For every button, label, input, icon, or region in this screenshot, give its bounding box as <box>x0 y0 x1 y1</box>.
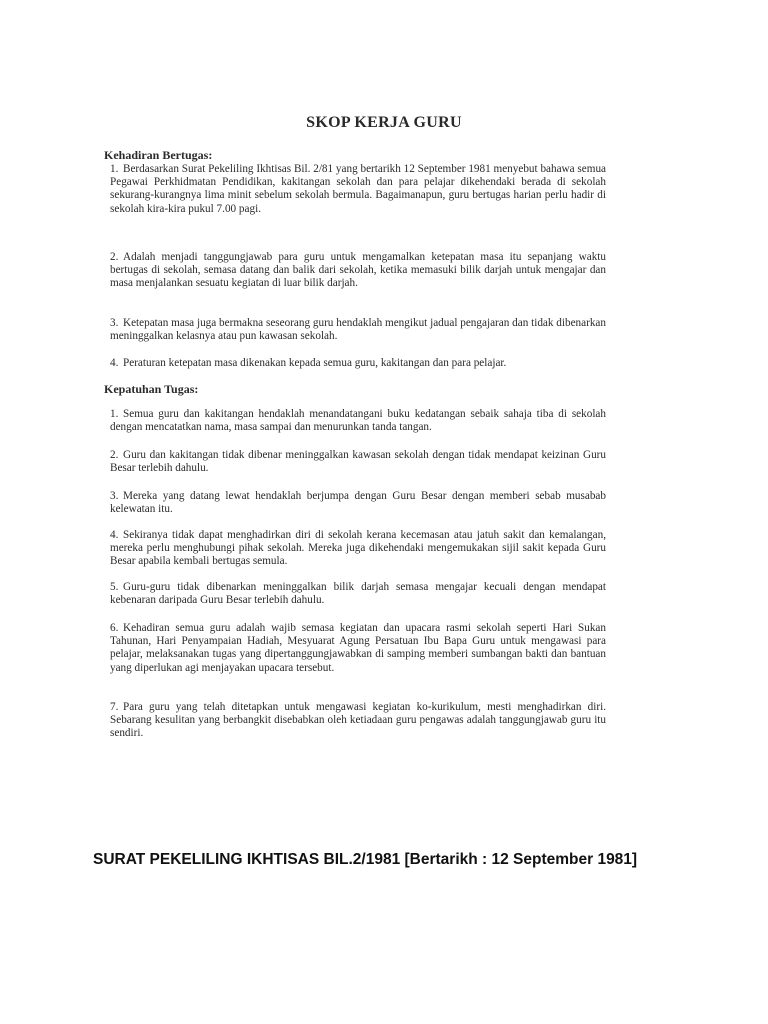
item-number: 3. <box>110 317 119 329</box>
item-text: Adalah menjadi tanggungjawab para guru untuk mengamalkan ketepatan masa itu sepanjang waktu bertugas di sekolah, semasa datang dan balik dari sekolah, ketika memasuki bilik darjah untuk mengajar dan masa menjalankan sesuatu kegiatan di luar bilik darjah. <box>110 251 606 290</box>
item-number: 3. <box>110 490 119 502</box>
caption: SURAT PEKELILING IKHTISAS BIL.2/1981 [Bertarikh : 12 September 1981] <box>93 851 638 868</box>
item-number: 7. <box>110 701 119 713</box>
item-number: 2. <box>110 251 119 263</box>
list-item <box>110 701 606 741</box>
list-item <box>110 622 606 675</box>
list-item <box>110 408 606 434</box>
item-number: 1. <box>110 408 119 420</box>
item-number: 4. <box>110 529 119 541</box>
item-text: Guru-guru tidak dibenarkan meninggalkan bilik darjah semasa mengajar kecuali dengan mendapat kebenaran daripada Guru Besar terlebih dahulu. <box>110 581 606 607</box>
document-title: SKOP KERJA GURU <box>306 114 462 131</box>
item-number: 5. <box>110 581 119 593</box>
section-heading-kepatuhan: Kepatuhan Tugas: <box>104 382 199 396</box>
item-number: 2. <box>110 449 119 461</box>
list-item <box>110 449 606 475</box>
list-item <box>110 357 606 370</box>
item-text: Ketepatan masa juga bermakna seseorang guru hendaklah mengikut jadual pengajaran dan tidak dibenarkan meninggalkan kelasnya atau pun kawasan sekolah. <box>110 317 606 343</box>
list-item <box>110 163 606 216</box>
item-number: 1. <box>110 163 119 175</box>
item-text: Peraturan ketepatan masa dikenakan kepada semua guru, kakitangan dan para pelajar. <box>123 357 507 369</box>
item-number: 4. <box>110 357 119 369</box>
list-item <box>110 251 606 291</box>
item-text: Mereka yang datang lewat hendaklah berjumpa dengan Guru Besar dengan memberi sebab musabab kelewatan itu. <box>110 490 606 516</box>
list-item <box>110 581 606 607</box>
item-text: Berdasarkan Surat Pekeliling Ikhtisas Bil. 2/81 yang bertarikh 12 September 1981 menyebut bahawa semua Pegawai Perkhidmatan Pendidikan, kakitangan sekolah dan para pelajar dikehendaki berada di sekolah sekurang-kurangnya lima minit sebelum sekolah bermula. Bagaimanapun, guru bertugas harian perlu hadir di sekolah kira-kira pukul 7.00 pagi. <box>110 163 606 215</box>
list-item <box>110 529 606 569</box>
item-text: Para guru yang telah ditetapkan untuk mengawasi kegiatan ko-kurikulum, mesti menghadirkan diri. Sebarang kesulitan yang berbangkit disebabkan oleh ketiadaan guru pengawas adalah tanggungjawab guru itu sendiri. <box>110 701 606 740</box>
list-item <box>110 317 606 343</box>
item-text: Kehadiran semua guru adalah wajib semasa kegiatan dan upacara rasmi sekolah seperti Hari Sukan Tahunan, Hari Penyampaian Hadiah, Mesyuarat Agung Persatuan Ibu Bapa Guru untuk mengawasi para pelajar, melaksanakan tugas yang dipertanggungjawabkan di samping memberi sumbangan bakti dan bantuan yang diperlukan agi menjayakan upacara tersebut. <box>110 622 606 674</box>
item-text: Guru dan kakitangan tidak dibenar meninggalkan kawasan sekolah dengan tidak mendapat keizinan Guru Besar terlebih dahulu. <box>110 449 606 475</box>
item-text: Sekiranya tidak dapat menghadirkan diri di sekolah kerana kecemasan atau jatuh sakit dan kemalangan, mereka perlu menghubungi pihak sekolah. Mereka juga dikehendaki mengemukakan sijil sakit kepada Guru Besar apabila kembali bertugas semula. <box>110 529 606 568</box>
item-number: 6. <box>110 622 119 634</box>
list-item <box>110 490 606 516</box>
item-text: Semua guru dan kakitangan hendaklah menandatangani buku kedatangan sebaik sahaja tiba di sekolah dengan mencatatkan nama, masa sampai dan menurunkan tanda tangan. <box>110 408 606 434</box>
section-heading-kehadiran: Kehadiran Bertugas: <box>104 148 213 162</box>
